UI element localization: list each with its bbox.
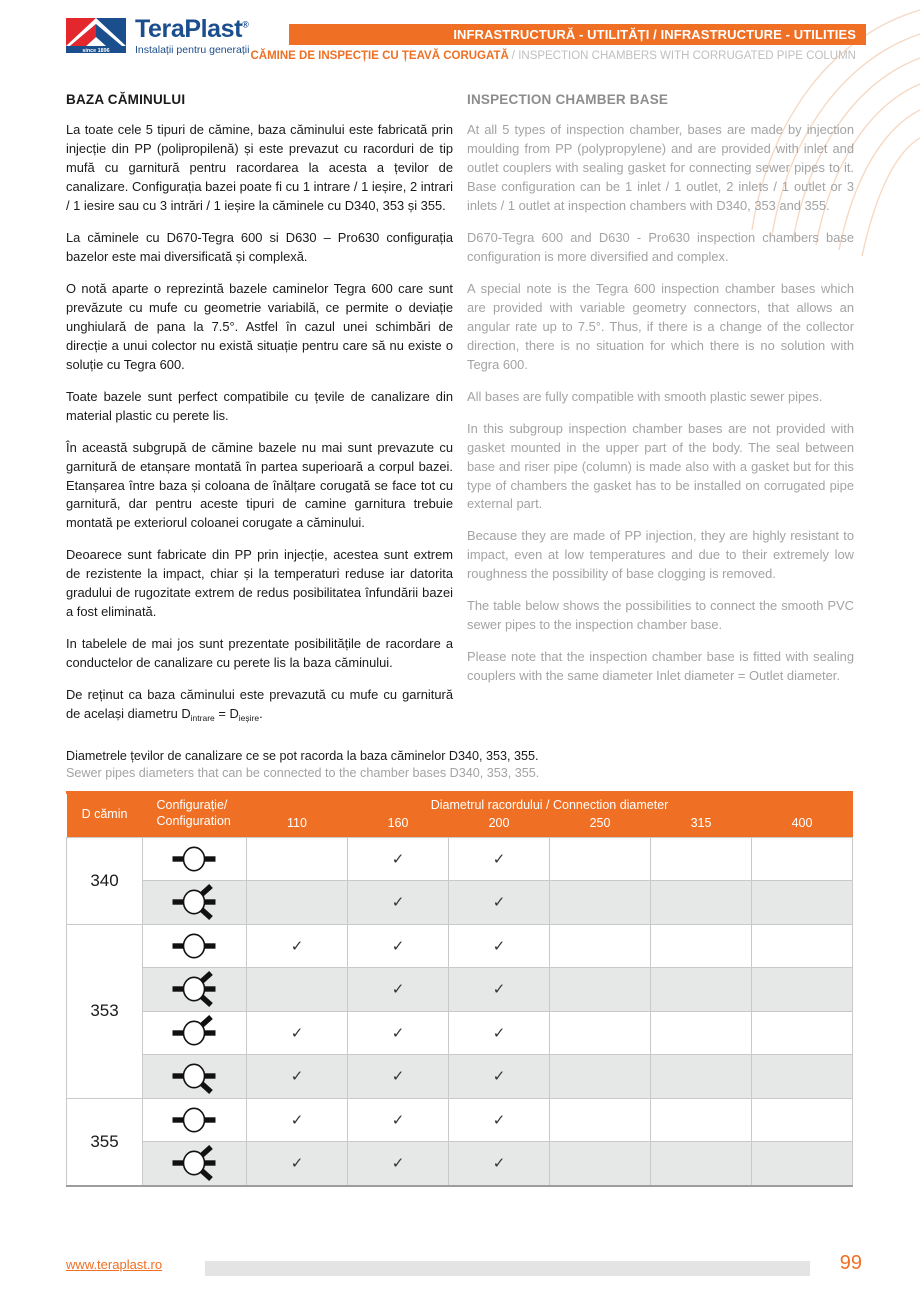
page-header [0,0,920,78]
subscript-iesire: ieșire [238,713,260,724]
paragraph-ro-1: La toate cele 5 tipuri de cămine, baza căminului este fabricată prin injecție din PP (polipropilenă) și este prevazut cu racorduri de tip mufă cu garnitură pentru racordarea la acesta a țevilor de canalizare. Configurația bazei poate fi cu 1 intrare / 1 ieșire, 2 intrari / 1 iesire sau cu 3 intrări / 1 ieșire la căminele cu D340, 353 și 355. [66,122,453,213]
check-cell-empty [247,837,348,881]
check-cell-empty [651,1098,752,1142]
footer-bar [205,1261,810,1276]
check-cell-empty [651,837,752,881]
page-footer [0,1237,920,1301]
config-icon-lower-branch [143,1055,247,1099]
check-cell-marked: ✓ [449,1142,550,1186]
check-cell-marked: ✓ [247,1011,348,1055]
check-cell-marked: ✓ [449,968,550,1012]
paragraph-en-5: In this subgroup inspection chamber bases are not provided with gasket mounted in the upper part of the body. The seal between base and riser pipe (column) is made also with a gasket but for this type of chambers the gasket has to be installed on corrugated pipe external part. [467,420,854,512]
paragraph-en-6: Because they are made of PP injection, they are highly resistant to impact, even at low temperatures and due to their extremely low roughness the possibility of base clogging is removed. [467,528,854,582]
website-url-link[interactable]: www.teraplast.ro [66,1257,163,1272]
paragraph-ro-8: De reținut ca baza căminului este prevazută cu mufe cu garnitură de același diametru $D_{intrare} = D_{ieșire}$. [66,687,453,724]
paragraph-ro-7: In tabelele de mai jos sunt prezentate posibilitățile de racordare a conductelor de canalizare cu perete lis la baza căminului. [66,636,453,671]
table-body [67,837,853,1185]
check-cell-empty [247,881,348,925]
paragraph-en-3: A special note is the Tegra 600 inspection chamber bases which are provided with variable geometry connectors, that allows an angular rate up to 7.5°. Thus, if there is a change of the collector direction, there is no situation for which there is no solution with Tegra 600. [467,280,854,372]
check-cell-marked: ✓ [348,1011,449,1055]
paragraph-ro-4: Toate bazele sunt perfect compatibile cu țevile de canalizare din material plastic cu perete lis. [66,388,453,423]
th-diameter-160: 160 [348,814,449,837]
paragraph-ro-5: În această subgrupă de cămine bazele nu mai sunt prevazute cu garnitură de etanșare montată în partea superioară a corpul bazei. Etanșarea între baza și coloana de înălțare corugată se face tot cu garnitură, dar pentru aceste tipuri de camine garnitura trebuie montată pe exteriorul coloanei corugate a căminului. [66,439,453,531]
check-cell-empty [550,837,651,881]
check-cell-marked: ✓ [348,881,449,925]
config-icon-three-way [143,968,247,1012]
paragraph-en-2: D670-Tegra 600 and D630 - Pro630 inspection chambers base configuration is more diversified and complex. [467,229,854,264]
table-row [67,881,853,925]
table-row [67,1055,853,1099]
paragraph-en-7: The table below shows the possibilities to connect the smooth PVC sewer pipes to the inspection chamber base. [467,598,854,633]
check-cell-empty [651,924,752,968]
check-cell-empty [550,1055,651,1099]
check-cell-empty [651,1142,752,1186]
check-cell-marked: ✓ [247,1055,348,1099]
table-row [67,1142,853,1186]
check-cell-marked: ✓ [449,1098,550,1142]
section-title-ro: BAZA CĂMINULUI [66,92,186,107]
check-cell-marked: ✓ [449,837,550,881]
th-d-camin: D cămin [67,791,143,837]
config-icon-straight [143,924,247,968]
table-caption [66,748,866,782]
table-bottom-rule [66,1185,853,1187]
table-row [67,924,853,968]
check-cell-empty [550,881,651,925]
check-cell-marked: ✓ [348,1055,449,1099]
check-cell-empty [651,1011,752,1055]
check-cell-marked: ✓ [348,837,449,881]
table-row [67,1011,853,1055]
check-cell-empty [752,1055,853,1099]
check-cell-empty [651,968,752,1012]
th-diameter-250: 250 [550,814,651,837]
teraplast-logo-icon [66,16,126,58]
registered-mark: ® [242,19,249,30]
header-subtitle [250,47,866,65]
check-cell-empty [752,1142,853,1186]
table-row [67,1098,853,1142]
check-cell-empty [550,968,651,1012]
config-icon-three-way [143,1142,247,1186]
table-row [67,968,853,1012]
check-cell-empty [550,1098,651,1142]
brand-tagline: Instalații pentru generații [135,44,250,56]
header-band-title: INFRASTRUCTURĂ - UTILITĂȚI / INFRASTRUCTURE - UTILITIES [289,24,866,45]
check-cell-marked: ✓ [247,1142,348,1186]
check-cell-marked: ✓ [348,1142,449,1186]
check-cell-empty [752,1098,853,1142]
check-cell-empty [550,924,651,968]
check-cell-empty [247,968,348,1012]
paragraph-ro-2: La căminele cu D670-Tegra 600 si D630 – Pro630 configurația bazelor este mai diversificată și complexă. [66,229,453,264]
th-configuration-line1: Configurație/ [156,798,228,813]
table-caption-en: Sewer pipes diameters that can be connected to the chamber bases D340, 353, 355. [66,766,540,780]
paragraph-en-1: At all 5 types of inspection chamber, bases are made by injection moulding from PP (polypropylene) and are provided with inlet and outlet couplers with sealing gasket for connecting sewer pipes to it. Base configuration can be 1 inlet / 1 outlet, 2 inlets / 1 outlet or 3 inlets / 1 outlet at inspection chambers with D340, 353 and 355. [467,122,854,213]
column-english [467,92,854,686]
column-romanian [66,92,453,724]
check-cell-empty [550,1142,651,1186]
d-camin-cell: 355 [67,1098,143,1185]
check-cell-marked: ✓ [449,1011,550,1055]
brand-logo [66,16,249,58]
check-cell-marked: ✓ [247,924,348,968]
config-icon-three-way [143,881,247,925]
th-configuration-line2: Configuration [156,813,231,828]
page-number: 99 [839,1252,862,1274]
table-head [67,791,853,837]
paragraph-en-4: All bases are fully compatible with smooth plastic sewer pipes. [467,388,823,404]
config-icon-upper-branch [143,1011,247,1055]
check-cell-marked: ✓ [348,968,449,1012]
check-cell-marked: ✓ [247,1098,348,1142]
th-diameter-110: 110 [247,814,348,837]
header-subtitle-ro: CĂMINE DE INSPECȚIE CU ȚEAVĂ CORUGATĂ [250,50,509,62]
th-diameter-200: 200 [449,814,550,837]
d-camin-cell: 353 [67,924,143,1098]
check-cell-empty [752,924,853,968]
check-cell-empty [651,1055,752,1099]
header-subtitle-en: / INSPECTION CHAMBERS WITH CORRUGATED PIPE COLUMN [511,50,856,62]
table-row [67,837,853,881]
section-title-en: INSPECTION CHAMBER BASE [467,92,669,107]
paragraph-ro-6: Deoarece sunt fabricate din PP prin injecție, acestea sunt extrem de rezistente la impact, chiar și la temperaturi reduse iar datorita gradului de rugozitate extrem de redus posibilitatea înfundării bazei a fost eliminată. [66,547,453,620]
table-element [66,791,853,1186]
paragraph-en-8: Please note that the inspection chamber base is fitted with sealing couplers with the same diameter Inlet diameter = Outlet diameter. [467,649,854,684]
subscript-intrare: intrare [190,713,215,724]
check-cell-empty [752,881,853,925]
check-cell-marked: ✓ [348,924,449,968]
th-configuration [143,791,247,837]
check-cell-empty [752,968,853,1012]
th-diameter-315: 315 [651,814,752,837]
check-cell-empty [550,1011,651,1055]
config-icon-straight [143,837,247,881]
th-connection-diameter-group: Diametrul racordului / Connection diameter [247,791,853,814]
brand-name: TeraPlast® [135,15,249,43]
check-cell-empty [651,881,752,925]
table-top-rule [66,791,853,794]
since-label: since 1896 [82,47,110,54]
config-icon-straight [143,1098,247,1142]
d-camin-cell: 340 [67,837,143,924]
check-cell-marked: ✓ [449,1055,550,1099]
check-cell-marked: ✓ [348,1098,449,1142]
check-cell-marked: ✓ [449,924,550,968]
table-caption-ro: Diametrele țevilor de canalizare ce se pot racorda la baza căminelor D340, 353, 355. [66,749,539,763]
check-cell-marked: ✓ [449,881,550,925]
check-cell-empty [752,1011,853,1055]
th-diameter-400: 400 [752,814,853,837]
connection-diameter-table [66,791,853,1186]
check-cell-empty [752,837,853,881]
paragraph-ro-3: O notă aparte o reprezintă bazele caminelor Tegra 600 care sunt prevăzute cu mufe cu geometrie variabilă, ce permite o deviație unghiulară de pana la 7.5°. Astfel în cazul unei schimbări de direcție a unui colector nu există situație pentru care să nu existe o soluție cu Tegra 600. [66,280,453,372]
